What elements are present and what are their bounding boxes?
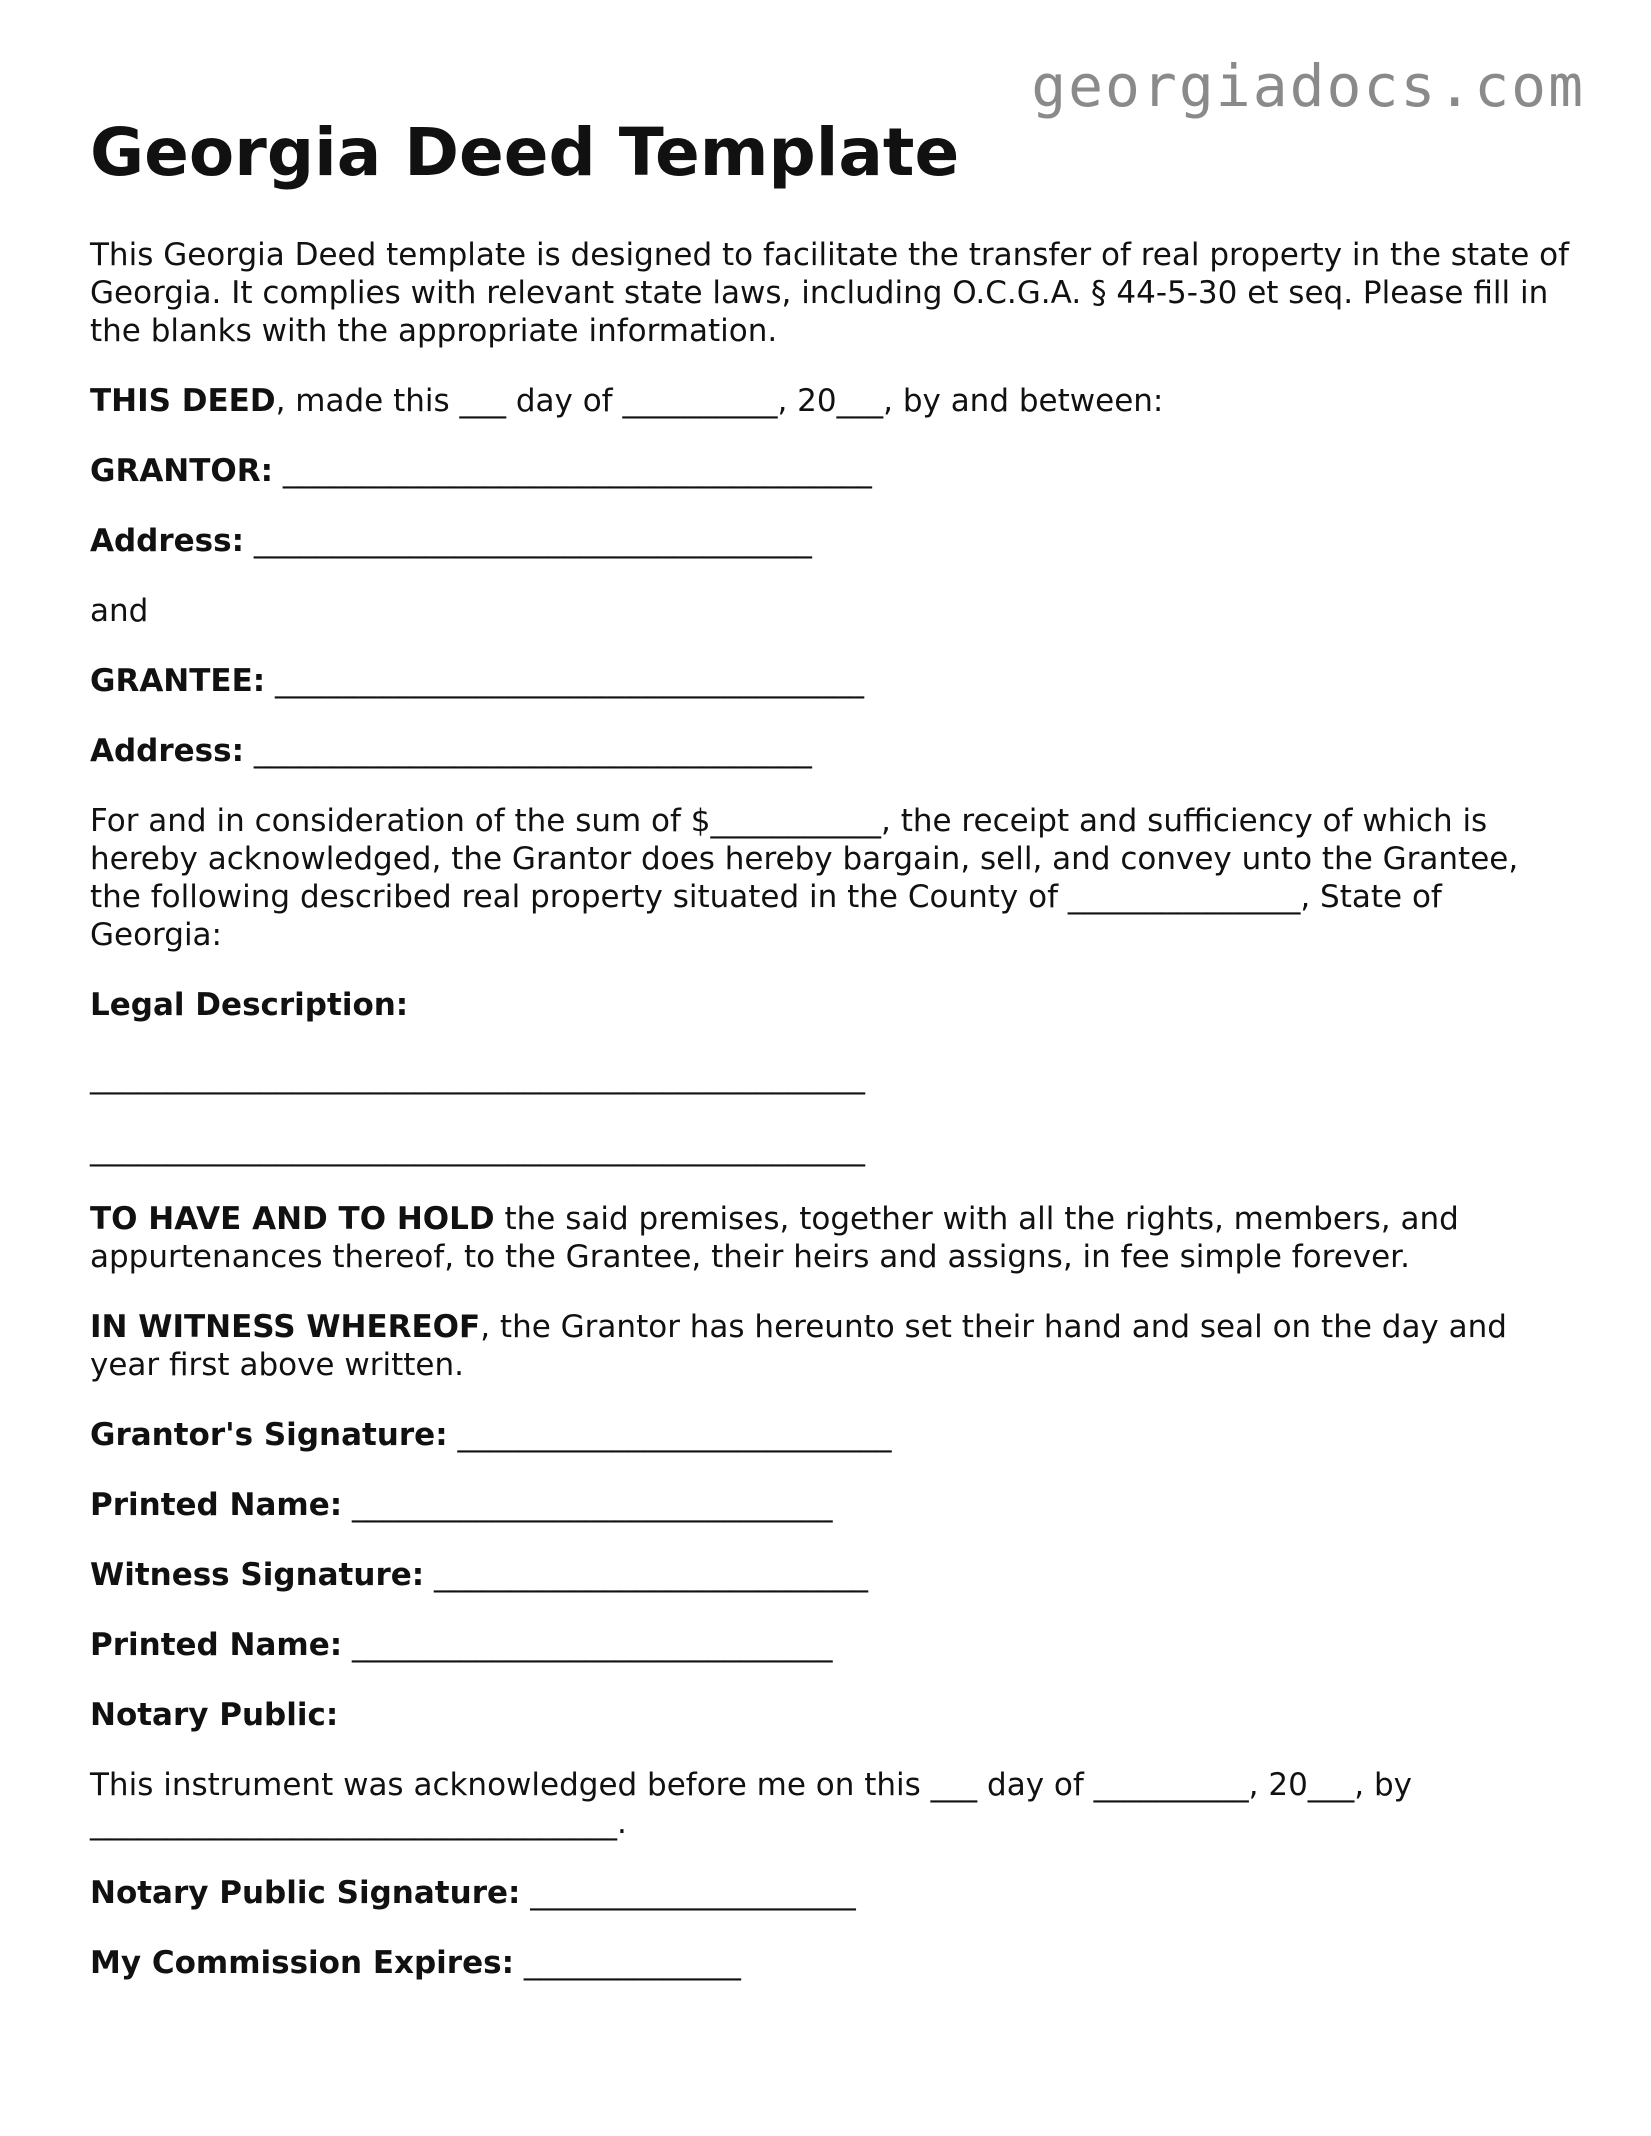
grantor-address-blank[interactable]: ____________________________________ [244,523,812,559]
witness-clause-paragraph [90,1308,1570,1384]
and-text: and [90,593,149,629]
grantee-line [90,662,1570,700]
site-watermark: georgiadocs.com [1031,52,1585,120]
printed-name-label-2: Printed Name: [90,1627,343,1663]
deed-date-text: , made this ___ day of __________, 20___, by and between: [275,383,1164,419]
printed-name-blank-2[interactable]: _______________________________ [342,1627,833,1663]
consideration-paragraph: For and in consideration of the sum of $___________, the receipt and sufficiency of which is hereby acknowledged, the Grantor does hereby bargain, sell, and convey unto the Grantee, the following described real property situated in the County of _______________, State of Georgia: [90,803,1529,953]
grantee-blank[interactable]: ______________________________________ [265,663,865,699]
grantor-address-line [90,522,1570,560]
grantee-label: GRANTEE: [90,663,266,699]
legal-description-line-2[interactable]: __________________________________________________ [90,1131,865,1167]
witness-signature-line [90,1556,1570,1594]
grantor-signature-label: Grantor's Signature: [90,1417,448,1453]
grantee-address-line [90,732,1570,770]
legal-description-block [90,986,1570,1168]
grantor-signature-blank[interactable]: ____________________________ [447,1417,892,1453]
grantor-signature-line [90,1416,1570,1454]
witness-signature-blank[interactable]: ____________________________ [424,1557,869,1593]
grantee-address-label: Address: [90,733,244,769]
commission-expires-blank[interactable]: ______________ [513,1945,741,1981]
grantor-blank[interactable]: ______________________________________ [273,453,872,489]
grantor-line [90,452,1570,490]
grantor-label: GRANTOR: [90,453,274,489]
witness-clause-label: IN WITNESS WHEREOF [90,1309,481,1345]
grantee-address-blank[interactable]: ____________________________________ [244,733,812,769]
witness-signature-label: Witness Signature: [90,1557,425,1593]
witness-clause-text: , the Grantor has hereunto set their hand and seal on the day and year first above written. [90,1309,1517,1383]
deed-date-line [90,382,1570,420]
legal-description-line-1[interactable]: __________________________________________________ [90,1059,865,1095]
deed-label: THIS DEED [90,383,276,419]
printed-name-label-1: Printed Name: [90,1487,343,1523]
printed-name-line-1 [90,1486,1570,1524]
printed-name-blank-1[interactable]: _______________________________ [342,1487,833,1523]
page-title: Georgia Deed Template [90,114,960,191]
notary-signature-line [90,1874,1570,1912]
legal-description-label: Legal Description: [90,987,409,1023]
commission-expires-label: My Commission Expires: [90,1945,514,1981]
grantor-address-label: Address: [90,523,244,559]
notary-signature-blank[interactable]: _____________________ [520,1875,856,1911]
notary-heading: Notary Public: [90,1697,339,1733]
habendum-label: TO HAVE AND TO HOLD [90,1201,495,1237]
intro-paragraph: This Georgia Deed template is designed to facilitate the transfer of real property in the state of Georgia. It complies with relevant state laws, including O.C.G.A. § 44-5-30 et seq. Please fill in the blanks with the appropriate information. [90,237,1579,349]
printed-name-line-2 [90,1626,1570,1664]
commission-expires-line [90,1944,1570,1982]
deed-document [90,112,1579,2014]
notary-signature-label: Notary Public Signature: [90,1875,521,1911]
habendum-paragraph [90,1200,1570,1276]
habendum-text: the said premises, together with all the rights, members, and appurtenances thereof, to the Grantee, their heirs and assigns, in fee simple forever. [90,1201,1469,1275]
acknowledgment-paragraph: This instrument was acknowledged before me on this ___ day of __________, 20___, by __________________________________. [90,1767,1422,1841]
